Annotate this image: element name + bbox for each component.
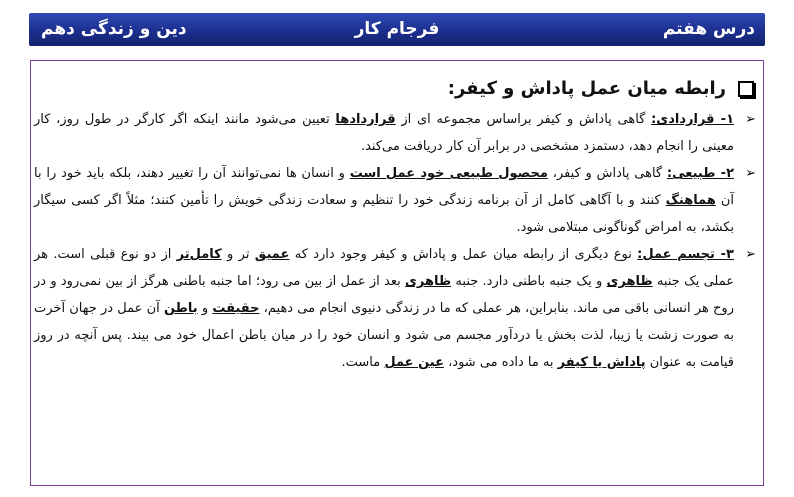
keyword: حقیقت [212, 301, 260, 316]
item-text [34, 160, 734, 241]
item-text-part: و [197, 301, 213, 316]
header-bar [29, 13, 765, 46]
keyword: پاداش یا کیفر [557, 355, 646, 370]
item-text-part: گاهی پاداش و کیفر براساس مجموعه ای از [395, 112, 652, 127]
book-title: دین و زندگی دهم [41, 19, 187, 39]
item-text-part: کنند و با آگاهی کامل از آن برنامه زندگی خود را تنظیم و سعادت زندگی خویش را تأمین کنند؛ مثلاً اگر کسی سیگار بکشد، به امراض گوناگونی مبتلامی شود. [34, 193, 734, 235]
section-heading [34, 72, 754, 106]
item-text-part: تر و [221, 247, 255, 262]
checkbox-icon [738, 81, 754, 97]
keyword: هماهنگ [665, 193, 716, 208]
item-text-part: تعیین می‌شود مانند اینکه اگر کارگر در طول روز، کار معینی را انجام دهد، دستمزد مشخصی در برابر آن کار دریافت می‌کند. [34, 112, 734, 154]
item-label: ۲- طبیعی: [666, 166, 734, 181]
list-item-contractual [34, 106, 754, 160]
keyword: ظاهری [405, 274, 452, 289]
keyword: عمیق [254, 247, 290, 262]
arrow-bullet-icon: ➢ [745, 112, 756, 127]
keyword: عین عمل [384, 355, 444, 370]
section-title: رابطه میان عمل پاداش و کیفر: [447, 78, 726, 99]
lesson-title: فرجام کار [354, 19, 440, 39]
item-text [34, 106, 734, 160]
item-text-part: به ما داده می شود، [443, 355, 558, 370]
item-text [34, 241, 734, 376]
item-text-part: و انسان ها نمی‌توانند آن را تغییر دهند، بلکه باید خود را با آن [34, 166, 734, 208]
item-text-part: نوع دیگری از رابطه میان عمل و پاداش و کیفر وجود دارد که [289, 247, 638, 262]
arrow-bullet-icon: ➢ [745, 166, 756, 181]
keyword: ظاهری [606, 274, 653, 289]
item-label: ۱- قراردادی: [651, 112, 734, 127]
keyword: محصول طبیعی خود عمل است [349, 166, 548, 181]
item-text-part: گاهی پاداش و کیفر، [547, 166, 667, 181]
keyword: قراردادها [335, 112, 396, 127]
item-text-part: و یک جنبه باطنی دارد. جنبه [451, 274, 607, 289]
item-label: ۳- تجسم عمل: [637, 247, 734, 262]
keyword: باطن [163, 301, 198, 316]
lesson-number: درس هفتم [662, 19, 755, 39]
list-item-embodiment [34, 241, 754, 376]
content-body [34, 72, 754, 376]
item-text-part: ماست. [341, 355, 385, 370]
item-text-part: از دو نوع قبلی است. هر عملی یک جنبه [34, 247, 734, 289]
arrow-bullet-icon: ➢ [745, 247, 756, 262]
list-item-natural [34, 160, 754, 241]
item-text-part: آن عمل در جهان آخرت به صورت زشت یا زیبا، لذت بخش یا دردآور مجسم می شود و انسان خود را در میان باطن اعمال خود می بیند. پس آنچه در روز قیامت به عنوان [34, 301, 734, 370]
item-text-part: بعد از عمل از بین می رود؛ اما جنبه باطنی هرگز از بین نمی‌رود و در روح هر انسانی باقی می ماند. بنابراین، هر عملی که ما در زندگی دنیوی انجام می دهیم، [34, 274, 734, 316]
keyword: کامل‌تر [176, 247, 222, 262]
